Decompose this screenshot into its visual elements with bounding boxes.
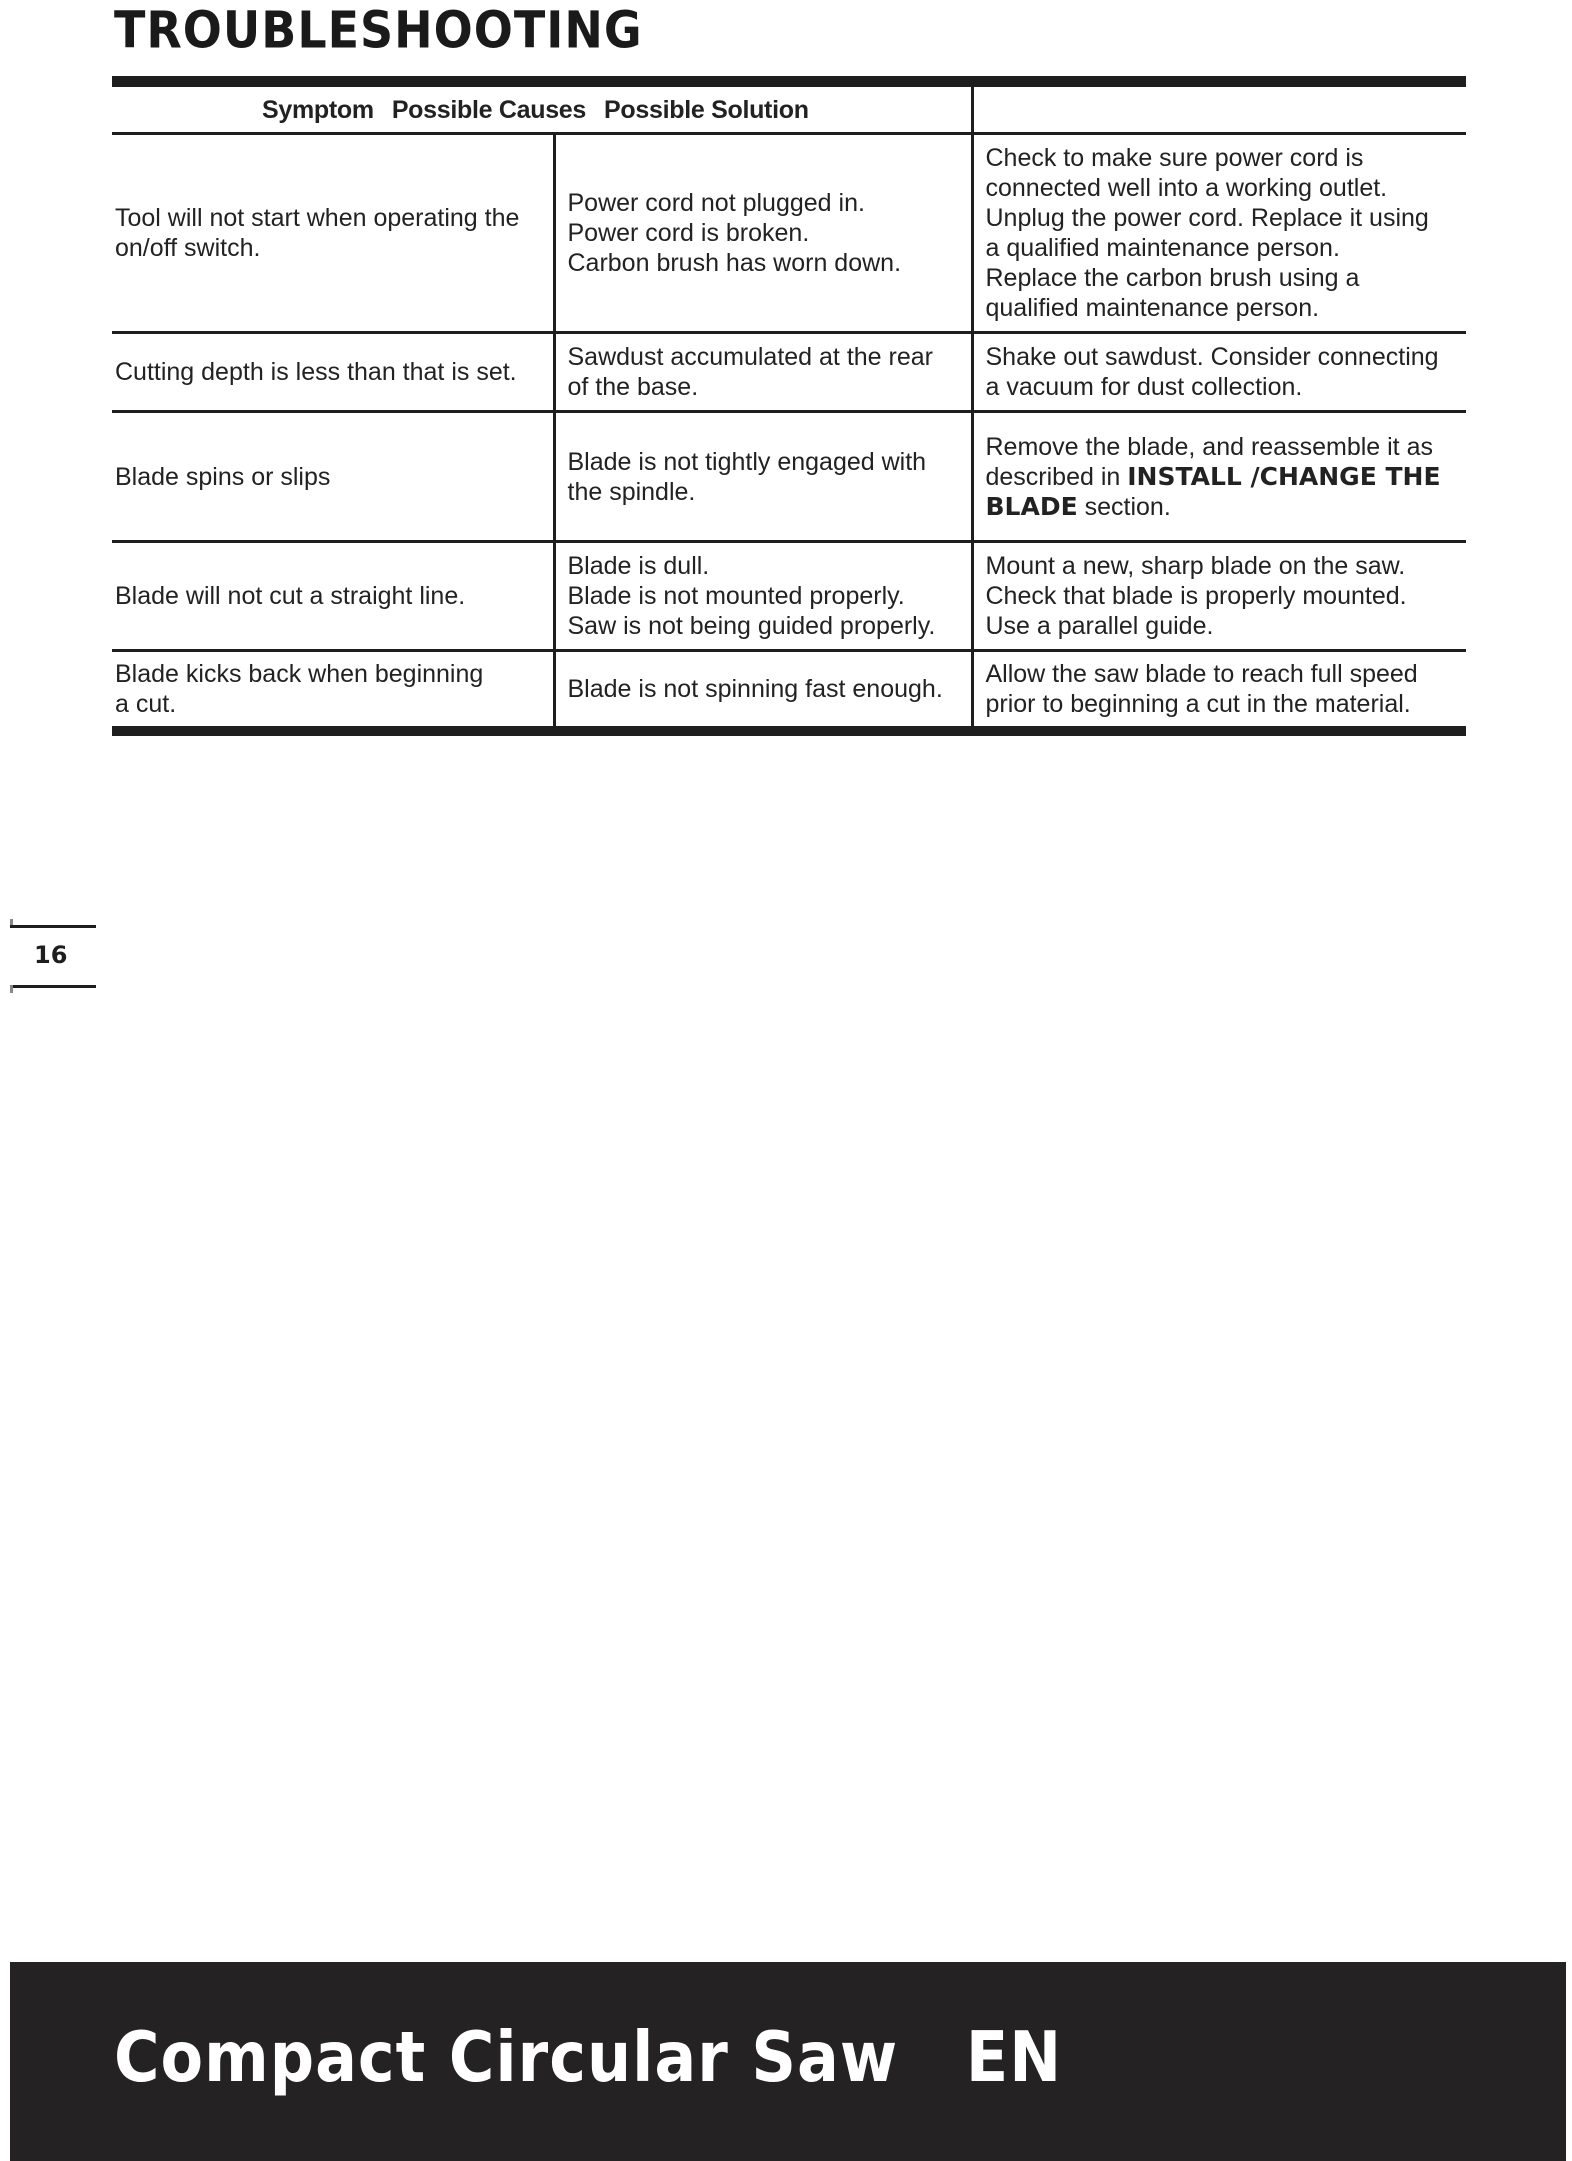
cause-line: Saw is not being guided properly. xyxy=(567,612,936,640)
footer-product-name: Compact Circular Saw xyxy=(114,2016,899,2098)
solution-cell xyxy=(972,542,1466,651)
table-bottom-rule xyxy=(112,726,1466,736)
solution-line: Use a parallel guide. xyxy=(985,612,1214,640)
header-empty-cell xyxy=(972,87,1466,134)
solution-cell xyxy=(972,412,1466,542)
cause-line: of the base. xyxy=(567,373,699,401)
cause-line: Blade is not tightly engaged with xyxy=(567,447,927,476)
solution-line: Shake out sawdust. Consider connecting xyxy=(985,343,1439,371)
symptom-line: a cut. xyxy=(115,690,177,718)
solution-line: connected well into a working outlet. xyxy=(985,174,1388,202)
header-symptom: Symptom xyxy=(262,95,374,124)
solution-line: prior to beginning a cut in the material. xyxy=(985,690,1411,718)
page-title: TROUBLESHOOTING xyxy=(114,0,643,60)
solution-line: qualified maintenance person. xyxy=(985,294,1320,322)
symptom-cell xyxy=(112,542,554,651)
solution-line: Replace the carbon brush using a xyxy=(985,264,1360,292)
solution-line: Unplug the power cord. Replace it using xyxy=(985,204,1429,232)
table-top-rule xyxy=(112,76,1466,87)
section-reference: INSTALL /CHANGE THE xyxy=(1127,461,1441,491)
table-row xyxy=(112,651,1466,727)
symptom-line: on/off switch. xyxy=(115,234,261,262)
causes-cell xyxy=(554,542,972,651)
page-number: 16 xyxy=(34,941,68,969)
causes-cell xyxy=(554,412,972,542)
solution-cell xyxy=(972,651,1466,727)
solution-line: a vacuum for dust collection. xyxy=(985,373,1303,401)
symptom-line: Blade spins or slips xyxy=(115,462,331,491)
page-marker-tick xyxy=(10,985,13,993)
troubleshooting-table xyxy=(112,76,1466,736)
table-row xyxy=(112,134,1466,333)
symptom-cell xyxy=(112,412,554,542)
solution-line: Check to make sure power cord is xyxy=(985,144,1364,172)
page-number-rule-top xyxy=(10,925,96,928)
solution-text: described in xyxy=(985,462,1128,491)
symptom-cell xyxy=(112,333,554,412)
header-possible-causes: Possible Causes xyxy=(391,95,587,124)
causes-cell xyxy=(554,333,972,412)
solution-line xyxy=(986,492,1455,522)
cause-line: Sawdust accumulated at the rear xyxy=(567,343,933,371)
causes-cell xyxy=(554,651,972,727)
solution-line: Mount a new, sharp blade on the saw. xyxy=(985,552,1406,580)
symptom-cell xyxy=(112,134,554,333)
cause-line: Blade is not spinning fast enough. xyxy=(567,675,943,703)
cause-line: the spindle. xyxy=(567,477,696,506)
symptom-line: Blade kicks back when beginning xyxy=(115,660,484,688)
solution-line: a qualified maintenance person. xyxy=(985,234,1340,262)
cause-line: Blade is dull. xyxy=(567,552,710,580)
solution-line: Allow the saw blade to reach full speed xyxy=(985,660,1418,688)
symptom-line: Tool will not start when operating the xyxy=(115,204,520,232)
footer-banner xyxy=(10,1962,1566,2161)
solution-cell xyxy=(972,333,1466,412)
cause-line: Carbon brush has worn down. xyxy=(567,249,902,277)
symptom-line: Blade will not cut a straight line. xyxy=(115,582,466,610)
table-header-row xyxy=(112,87,1466,134)
footer-language: EN xyxy=(965,2016,1063,2098)
cause-line: Blade is not mounted properly. xyxy=(567,582,905,610)
cause-line: Power cord is broken. xyxy=(567,219,810,247)
causes-cell xyxy=(554,134,972,333)
section-reference: BLADE xyxy=(985,491,1078,521)
solution-line xyxy=(986,462,1455,492)
solution-line: Check that blade is properly mounted. xyxy=(985,582,1407,610)
table-row xyxy=(112,412,1466,542)
table-row xyxy=(112,542,1466,651)
cause-line: Power cord not plugged in. xyxy=(567,189,865,217)
table-row xyxy=(112,333,1466,412)
solution-cell xyxy=(972,134,1466,333)
page-number-rule-bottom xyxy=(10,985,96,988)
solution-text: section. xyxy=(1077,492,1171,521)
symptom-cell xyxy=(112,651,554,727)
symptom-line: Cutting depth is less than that is set. xyxy=(115,358,517,386)
solution-line: Remove the blade, and reassemble it as xyxy=(985,432,1433,461)
header-possible-solution: Possible Solution xyxy=(604,95,809,124)
footer-title xyxy=(114,2016,1062,2098)
table-header-text xyxy=(112,95,959,125)
